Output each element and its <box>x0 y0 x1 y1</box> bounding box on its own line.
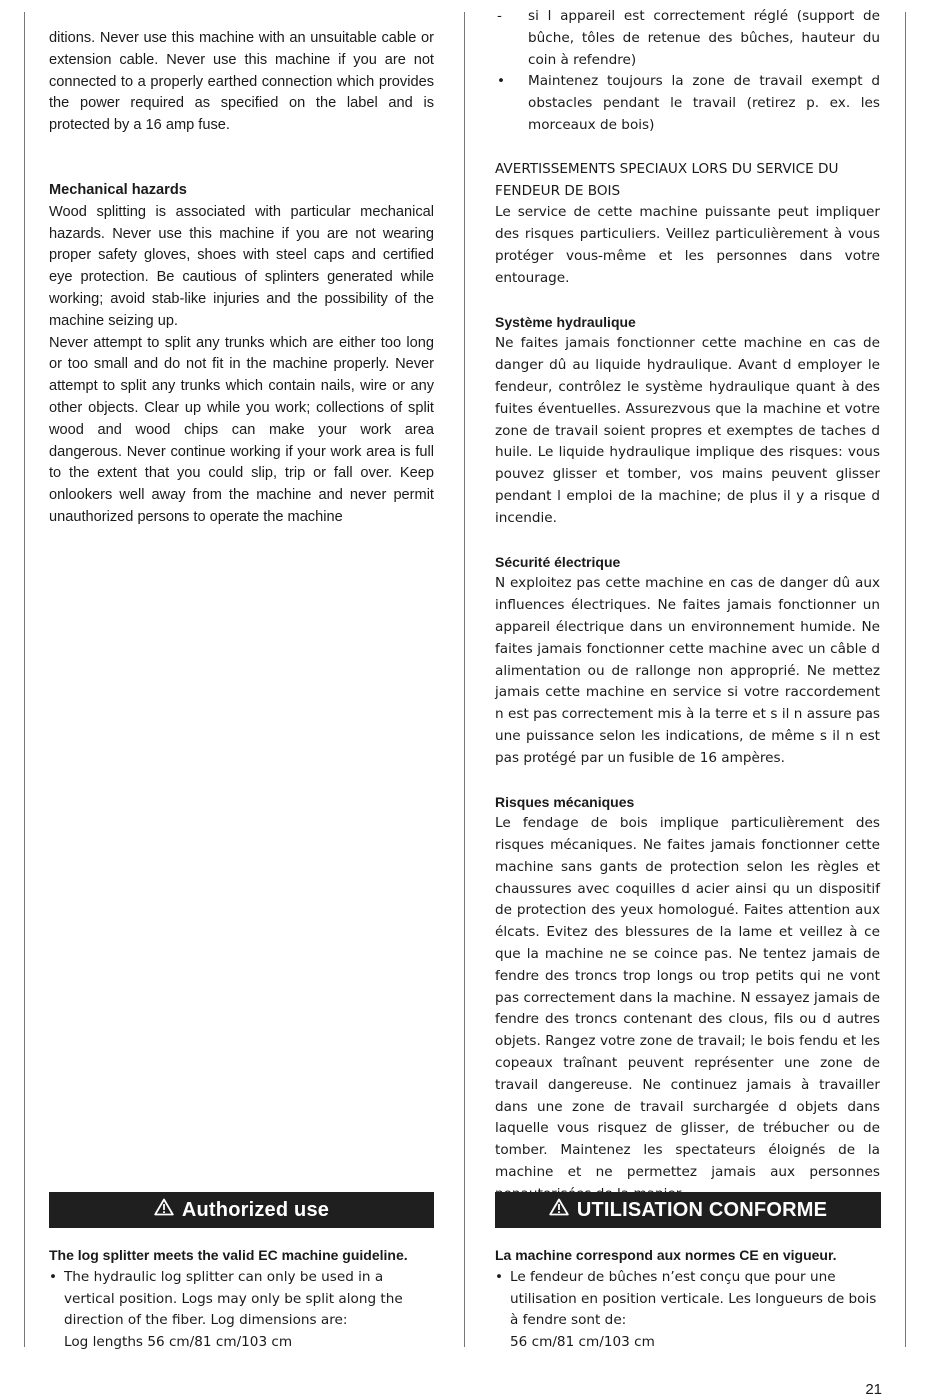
mechanical-hazards-paragraph-1: Wood splitting is associated with particular mechanical hazards. Never use this machine if you are not wearing proper safety gloves, shoes with steel caps and certified eye protection. Be cautious of splinters generated while working; avoid stab-like injuries and the possibility of the machine seizing up. <box>49 203 434 329</box>
right-column-lower <box>495 1245 880 1354</box>
mechanical-risks-heading: Risques mécaniques <box>495 793 635 810</box>
dash-mark: - <box>497 8 502 24</box>
ec-guideline-heading: The log splitter meets the valid EC machine guideline. <box>49 1247 408 1263</box>
authorized-use-title: Authorized use <box>181 1198 330 1221</box>
wood-length-text: 56 cm/81 cm/103 cm <box>510 1334 655 1351</box>
authorized-use-list <box>49 1267 434 1354</box>
list-item <box>49 1267 434 1354</box>
electrical-safety-heading: Sécurité électrique <box>495 553 621 570</box>
list-item <box>495 1267 880 1354</box>
bullet-text: The hydraulic log splitter can only be used in a vertical position. Logs may only be split along the direction of the fiber. Log dimensions are: <box>64 1268 403 1329</box>
right-margin-rule <box>905 12 906 1347</box>
warning-triangle-icon <box>549 1198 569 1222</box>
bullet-text: Le fendeur de bûches n’est conçu que pour une utilisation en position verticale. Les longueurs de bois à fendre sont de: <box>510 1268 877 1329</box>
dash-item-text: si l appareil est correctement réglé (support de bûche, tôles de retenue des bûches, hauteur du coin à refendre) <box>528 8 880 68</box>
electrical-safety-paragraph: N exploitez pas cette machine en cas de danger dû aux influences électriques. Ne faites jamais fonctionner un appareil électrique dans un environnement humide. Ne faites jamais fonctionner cette machine avec un câble d alimentation ou de rallonge non approprié. Ne mettez jamais cette machine en service si votre raccordement n est pas correctement mis à la terre et s il n assure pas une puissance selon les indications, de même s il n est pas protégé par un fusible de 16 ampères. <box>495 575 880 766</box>
ce-norms-heading: La machine correspond aux normes CE en vigueur. <box>495 1247 837 1263</box>
special-warnings-paragraph: Le service de cette machine puissante peut impliquer des risques particuliers. Veillez particulièrement à vous protéger vous-même et les personnes dans votre entourage. <box>495 204 880 286</box>
left-margin-rule <box>24 12 25 1347</box>
bullet-mark: • <box>495 1268 504 1285</box>
bullet-mark: • <box>49 1268 58 1285</box>
authorized-use-banner <box>49 1192 434 1228</box>
hydraulic-system-paragraph: Ne faites jamais fonctionner cette machine en cas de danger dû au liquide hydraulique. Avant d employer le fendeur, contrôlez le système hydraulique quant à des fuites éventuelles. Assurezvous que la machine et votre zone de travail soient propres et exemptes de taches d huile. Le liquide hydraulique implique des risques: vous pouvez glisser et tomber, vos mains peuvent glisser pendant l emploi de la machine; de plus il y a risque d incendie. <box>495 335 880 526</box>
warning-triangle-icon <box>154 1198 174 1222</box>
bullet-item-text: Maintenez toujours la zone de travail exempt d obstacles pendant le travail (retirez p. ex. les morceaux de bois) <box>528 73 880 133</box>
work-area-list <box>495 6 880 137</box>
bullet-mark: • <box>497 73 506 90</box>
special-warnings-heading: AVERTISSEMENTS SPECIAUX LORS DU SERVICE DU FENDEUR DE BOIS <box>495 160 839 199</box>
mechanical-hazards-paragraph-2: Never attempt to split any trunks which are either too long or too small and do not fit in the machine properly. Never attempt to split any trunks which contain nails, wire or any other objects. Clear up while you work; collections of split wood and wood chips can make your work area dangerous. Never continue working if your work area is full to the extent that you could slip, trip or fall over. Keep onlookers well away from the machine and never permit unauthorized persons to operate the machine <box>49 334 434 525</box>
list-item <box>495 6 880 71</box>
utilisation-conforme-banner <box>495 1192 881 1228</box>
left-column-upper <box>49 28 434 529</box>
list-item <box>495 71 880 136</box>
center-column-rule <box>464 12 465 1347</box>
utilisation-conforme-title: UTILISATION CONFORME <box>576 1198 828 1221</box>
mechanical-risks-paragraph: Le fendage de bois implique particulièrement des risques mécaniques. Ne faites jamais fonctionner cette machine sans gants de protection selon les règles et chaussures avec coquilles d acier ainsi qu un dispositif de protection des yeux homologué. Faites attention aux élcats. Evitez des blessures de la lame et veillez à ce que la machine ne se coince pas. Ne tentez jamais de fendre des troncs trop longs ou trop petits qui ne vont pas correctement dans la machine. N essayez jamais de fendre des troncs contenant des clous, fils ou d autres objets. Rangez votre zone de travail; le bois fendu et les copeaux traînant peuvent représenter une zone de travail dangereuse. Ne continuez jamais à travailler dans une zone de travail surchargée d objets dans laquelle vous risquez de glisser, de trébucher ou de tomber. Maintenez les spectateurs éloignés de la machine et ne permettez jamais aux personnes <box>495 815 880 1181</box>
hydraulic-system-heading: Système hydraulique <box>495 313 636 330</box>
right-column-upper <box>495 6 880 1206</box>
intro-paragraph: ditions. Never use this machine with an unsuitable cable or extension cable. Never use this machine if you are not connected to a properly earthed connection which provides the power required as specified on the label and is protected by a 16 amp fuse. <box>49 30 434 134</box>
utilisation-list <box>495 1267 880 1354</box>
mechanical-hazards-heading: Mechanical hazards <box>49 181 187 198</box>
left-column-lower <box>49 1245 434 1354</box>
log-dimensions-text: Log lengths 56 cm/81 cm/103 cm <box>64 1334 293 1351</box>
page-number: 21 <box>865 1381 882 1398</box>
